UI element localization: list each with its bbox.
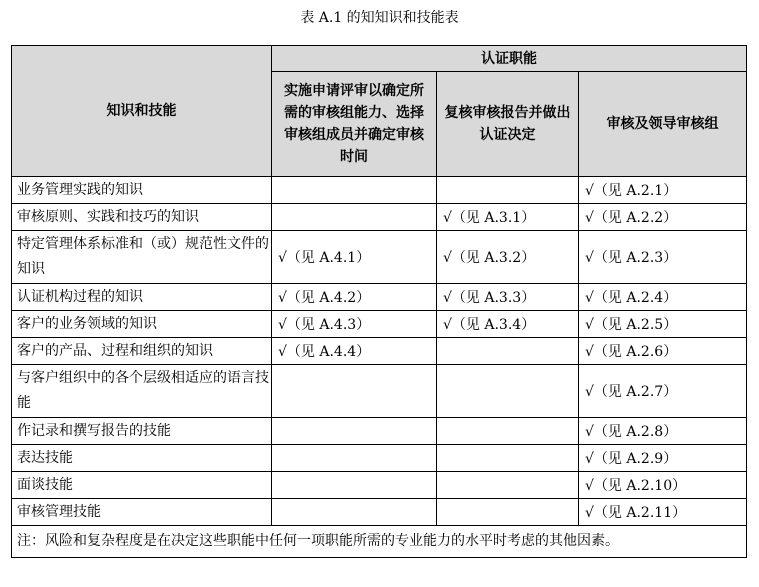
header-application-review: 实施申请评审以确定所需的审核组能力、选择审核组成员并确定审核时间	[272, 72, 437, 177]
function-cell: √（见 A.4.4）	[272, 338, 437, 365]
function-cell	[272, 177, 437, 204]
knowledge-cell: 与客户组织中的各个层级相适应的语言技能	[12, 365, 272, 418]
table-row	[12, 284, 747, 311]
function-cell	[437, 338, 579, 365]
function-cell: √（见 A.2.6）	[579, 338, 747, 365]
header-knowledge-skills: 知识和技能	[12, 46, 272, 177]
function-cell: √（见 A.2.4）	[579, 284, 747, 311]
header-report-review: 复核审核报告并做出认证决定	[437, 72, 579, 177]
table-row	[12, 445, 747, 472]
function-cell	[437, 365, 579, 418]
knowledge-cell: 业务管理实践的知识	[12, 177, 272, 204]
function-cell: √（见 A.3.4）	[437, 311, 579, 338]
table-title: 表 A.1 的知知识和技能表	[300, 10, 459, 26]
function-cell: √（见 A.3.1）	[437, 204, 579, 231]
function-cell	[272, 472, 437, 499]
function-cell: √（见 A.2.8）	[579, 418, 747, 445]
function-cell: √（见 A.2.9）	[579, 445, 747, 472]
table-row	[12, 365, 747, 418]
function-cell: √（见 A.2.1）	[579, 177, 747, 204]
function-cell	[272, 499, 437, 526]
table-row	[12, 231, 747, 284]
function-cell: √（见 A.4.2）	[272, 284, 437, 311]
knowledge-cell: 客户的产品、过程和组织的知识	[12, 338, 272, 365]
table-note: 注：风险和复杂程度是在决定这些职能中任何一项职能所需的专业能力的水平时考虑的其他因素。	[12, 526, 747, 558]
knowledge-cell: 表达技能	[12, 445, 272, 472]
function-cell: √（见 A.3.3）	[437, 284, 579, 311]
function-cell	[272, 365, 437, 418]
table-row	[12, 204, 747, 231]
function-cell: √（见 A.4.1）	[272, 231, 437, 284]
table-row	[12, 418, 747, 445]
function-cell	[437, 472, 579, 499]
function-cell: √（见 A.2.3）	[579, 231, 747, 284]
knowledge-cell: 客户的业务领域的知识	[12, 311, 272, 338]
knowledge-cell: 认证机构过程的知识	[12, 284, 272, 311]
function-cell: √（见 A.2.11）	[579, 499, 747, 526]
table-row	[12, 311, 747, 338]
header-certification-functions: 认证职能	[272, 46, 747, 72]
function-cell	[437, 177, 579, 204]
knowledge-cell: 审核管理技能	[12, 499, 272, 526]
function-cell: √（见 A.2.2）	[579, 204, 747, 231]
knowledge-cell: 审核原则、实践和技巧的知识	[12, 204, 272, 231]
header-audit-lead: 审核及领导审核组	[579, 72, 747, 177]
table-row	[12, 177, 747, 204]
function-cell	[437, 418, 579, 445]
function-cell: √（见 A.2.10）	[579, 472, 747, 499]
table-row	[12, 499, 747, 526]
function-cell	[437, 499, 579, 526]
knowledge-cell: 作记录和撰写报告的技能	[12, 418, 272, 445]
knowledge-cell: 面谈技能	[12, 472, 272, 499]
function-cell: √（见 A.2.5）	[579, 311, 747, 338]
competence-table	[11, 45, 747, 558]
function-cell	[272, 418, 437, 445]
function-cell: √（见 A.4.3）	[272, 311, 437, 338]
table-row	[12, 472, 747, 499]
knowledge-cell: 特定管理体系标准和（或）规范性文件的知识	[12, 231, 272, 284]
table-row	[12, 338, 747, 365]
function-cell	[272, 204, 437, 231]
function-cell	[437, 445, 579, 472]
function-cell: √（见 A.2.7）	[579, 365, 747, 418]
function-cell	[272, 445, 437, 472]
function-cell: √（见 A.3.2）	[437, 231, 579, 284]
